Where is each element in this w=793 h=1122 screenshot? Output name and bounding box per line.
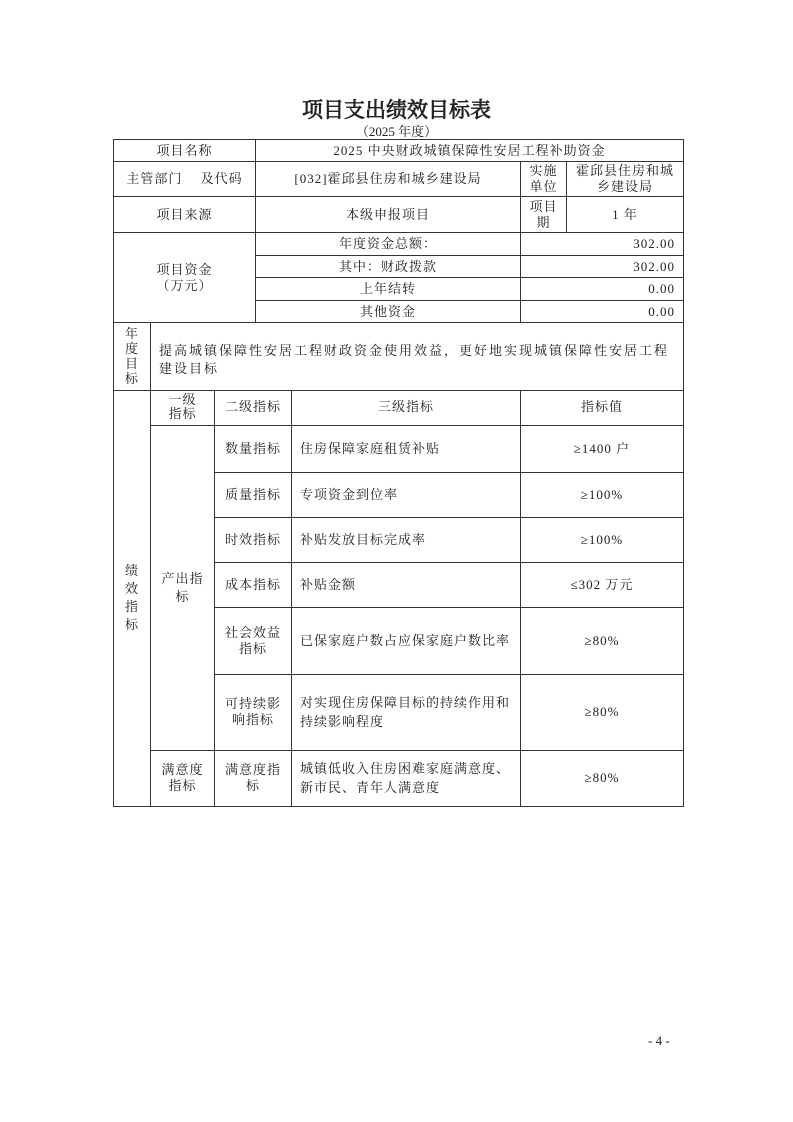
header-level3: 三级指标 <box>292 390 521 425</box>
fund-label: 年度资金总额： <box>256 233 521 256</box>
goal-table <box>113 322 684 391</box>
project-info-table <box>113 139 684 323</box>
page-number: - 4 - <box>648 1033 670 1048</box>
period: 1 年 <box>567 197 684 233</box>
level1-cell <box>151 425 215 750</box>
level1-text: 产出指标 <box>161 570 204 604</box>
project-name-label: 项目名称 <box>114 140 256 162</box>
level2: 时效指标 <box>215 517 292 562</box>
level2: 满意度指标 <box>215 750 292 806</box>
fund-label: 其他资金 <box>256 301 521 323</box>
level2: 可持续影响指标 <box>215 674 292 750</box>
header-level1-text: 一级指标 <box>168 392 197 422</box>
indicator-value: ≥80% <box>521 750 684 806</box>
level3: 专项资金到位率 <box>292 472 521 517</box>
header-level2: 二级指标 <box>215 390 292 425</box>
level3: 住房保障家庭租赁补贴 <box>292 425 521 472</box>
goal-label <box>114 322 151 390</box>
impl-label: 实施单位 <box>521 162 567 197</box>
indicators-section-text: 绩效指标 <box>125 562 140 632</box>
level3: 补贴金额 <box>292 562 521 607</box>
source-label: 项目来源 <box>114 197 256 233</box>
funds-unit: （万元） <box>156 277 213 293</box>
level2: 社会效益指标 <box>215 607 292 674</box>
fund-value: 302.00 <box>521 233 684 256</box>
level1-cell: 满意度指标 <box>151 750 215 806</box>
level3: 城镇低收入住房困难家庭满意度、新市民、青年人满意度 <box>292 750 521 806</box>
project-name: 2025 中央财政城镇保障性安居工程补助资金 <box>256 140 684 162</box>
page-subtitle: （2025 年度） <box>355 124 438 139</box>
indicator-value: ≥80% <box>521 674 684 750</box>
page-title: 项目支出绩效目标表 <box>302 98 491 122</box>
level2: 数量指标 <box>215 425 292 472</box>
indicator-value: ≥100% <box>521 472 684 517</box>
level2: 质量指标 <box>215 472 292 517</box>
level2: 成本指标 <box>215 562 292 607</box>
indicators-section-label <box>114 390 151 806</box>
fund-value: 302.00 <box>521 256 684 278</box>
indicator-value: ≥80% <box>521 607 684 674</box>
level3: 对实现住房保障目标的持续作用和持续影响程度 <box>292 674 521 750</box>
header-value: 指标值 <box>521 390 684 425</box>
source: 本级申报项目 <box>256 197 521 233</box>
header-level1 <box>151 390 215 425</box>
dept: [032]霍邱县住房和城乡建设局 <box>256 162 521 197</box>
goal-label-text: 年度目标 <box>125 325 140 386</box>
fund-label: 上年结转 <box>256 278 521 301</box>
period-label: 项目期 <box>521 197 567 233</box>
indicator-value: ≥1400 户 <box>521 425 684 472</box>
indicator-value: ≤302 万元 <box>521 562 684 607</box>
dept-label: 主管部门 及代码 <box>114 162 256 197</box>
funds-label-cell <box>114 233 256 323</box>
fund-value: 0.00 <box>521 278 684 301</box>
indicator-value: ≥100% <box>521 517 684 562</box>
level3: 补贴发放目标完成率 <box>292 517 521 562</box>
indicator-table <box>113 390 684 807</box>
impl: 霍邱县住房和城乡建设局 <box>567 162 684 197</box>
fund-label: 其中：财政拨款 <box>256 256 521 278</box>
level3: 已保家庭户数占应保家庭户数比率 <box>292 607 521 674</box>
fund-value: 0.00 <box>521 301 684 323</box>
funds-label: 项目资金 <box>156 261 213 277</box>
goal-text: 提高城镇保障性安居工程财政资金使用效益，更好地实现城镇保障性安居工程建设目标 <box>151 322 684 390</box>
